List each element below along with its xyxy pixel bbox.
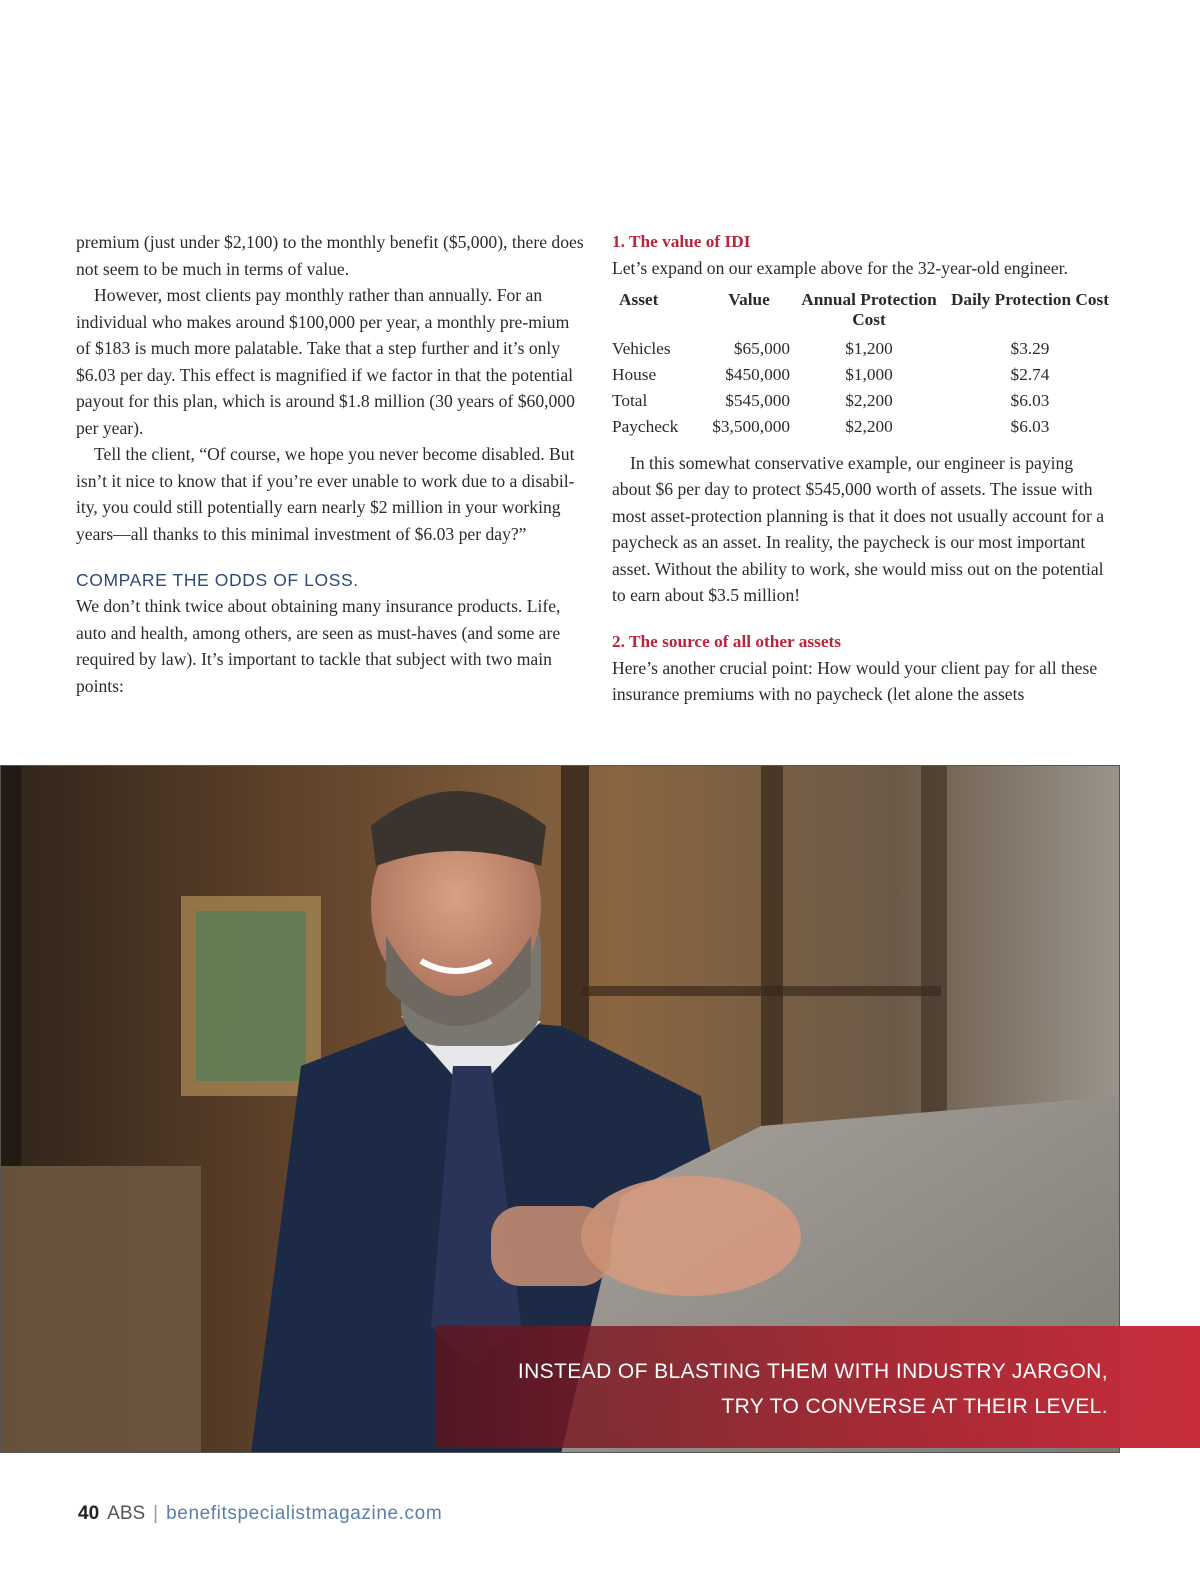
table-cell: $2.74 bbox=[1010, 364, 1050, 384]
body-paragraph: premium (just under $2,100) to the monthly benefit ($5,000), there does not seem to be much in terms of value. bbox=[76, 232, 584, 279]
table-cell: Vehicles bbox=[612, 338, 671, 358]
column-header: Daily Protection Cost bbox=[950, 289, 1110, 309]
body-paragraph: In this somewhat conservative example, our engineer is paying about $6 per day to protect $545,000 worth of assets. The issue with most asset-protection planning is that it does not usually account for a paycheck as an asset. In reality, the paycheck is our most important asset. Without the ability to work, she would miss out on the potential to earn about $3.5 million! bbox=[612, 452, 1105, 605]
table-row bbox=[612, 388, 1116, 414]
table-cell: $1,200 bbox=[845, 338, 893, 358]
column-header: Annual Protection Cost bbox=[801, 289, 937, 329]
table-cell: $6.03 bbox=[1010, 390, 1050, 410]
table-cell: $2,200 bbox=[845, 390, 893, 410]
table-cell: $545,000 bbox=[725, 390, 790, 410]
table-cell: House bbox=[612, 364, 657, 384]
body-paragraph: Tell the client, “Of course, we hope you never become disabled. But isn’t it nice to know that if you’re ever unable to work due to a disabil-ity, you could still potentially earn nearly $2 million in your working years—all thanks to this minimal investment of $6.03 per day?” bbox=[76, 444, 575, 544]
body-paragraph: Here’s another crucial point: How would your client pay for all these insurance premiums with no paycheck (let alone the assets bbox=[612, 657, 1098, 704]
table-row bbox=[612, 414, 1116, 440]
table-cell: $6.03 bbox=[1010, 416, 1050, 436]
photo-caption-bar bbox=[436, 1326, 1200, 1448]
table-cell: Total bbox=[612, 390, 648, 410]
publication-name: ABS bbox=[107, 1503, 146, 1524]
subheading-value-of-idi: 1. The value of IDI bbox=[612, 232, 751, 251]
caption-line: INSTEAD OF BLASTING THEM WITH INDUSTRY JARGON, bbox=[517, 1360, 1108, 1383]
page-footer bbox=[78, 1503, 442, 1525]
caption-line: TRY TO CONVERSE AT THEIR LEVEL. bbox=[721, 1395, 1108, 1418]
table-cell: $3,500,000 bbox=[712, 416, 790, 436]
body-paragraph: We don’t think twice about obtaining many insurance products. Life, auto and health, among others, are seen as must-haves (and some are required by law). It’s important to tackle that subject with two main points: bbox=[76, 596, 561, 696]
body-paragraph: Let’s expand on our example above for the 32-year-old engineer. bbox=[612, 258, 1068, 278]
table-cell: Paycheck bbox=[612, 416, 679, 436]
website-link[interactable]: benefitspecialistmagazine.com bbox=[166, 1503, 443, 1524]
column-header: Asset bbox=[619, 289, 659, 309]
right-column bbox=[612, 229, 1116, 708]
table-cell: $3.29 bbox=[1010, 338, 1050, 358]
table-cell: $450,000 bbox=[725, 364, 790, 384]
table-row bbox=[612, 362, 1116, 388]
table-cell: $65,000 bbox=[733, 338, 790, 358]
table-cell: $1,000 bbox=[845, 364, 893, 384]
column-header: Value bbox=[728, 289, 770, 309]
photo-caption bbox=[468, 1354, 1108, 1424]
asset-protection-table bbox=[612, 290, 1116, 440]
table-cell: $2,200 bbox=[845, 416, 893, 436]
page-number: 40 bbox=[78, 1503, 100, 1524]
subheading-source-of-assets: 2. The source of all other assets bbox=[612, 631, 841, 651]
body-paragraph: However, most clients pay monthly rather than annually. For an individual who makes around $100,000 per year, a monthly pre-mium of $183 is much more palatable. Take that a step further and it’s only $6.03 per day. This effect is magnified if we factor in that the potential payout for this plan, which is around $1.8 million (30 years of $60,000 per year). bbox=[76, 285, 575, 438]
footer-separator: | bbox=[153, 1503, 159, 1524]
table-row bbox=[612, 336, 1116, 362]
section-heading: COMPARE THE ODDS OF LOSS. bbox=[76, 570, 359, 590]
left-column bbox=[76, 229, 586, 699]
table-header-row bbox=[612, 290, 1116, 336]
